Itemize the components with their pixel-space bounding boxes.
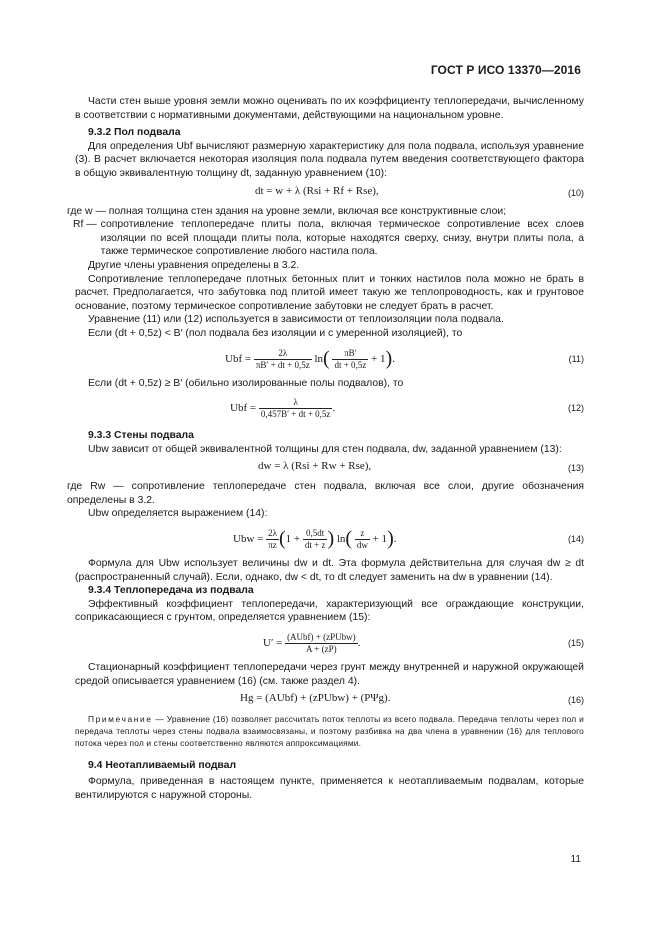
definition-w: где w — полная толщина стен здания на уровне земли, включая все конструктивные слои; <box>67 205 507 217</box>
page-number: 11 <box>570 854 581 865</box>
paragraph: Сопротивление теплопередаче плотных бетонных плит и тонких настилов пола можно не брать в расчет. Предполагается, что забутовка под плитой имеет такую же теплопроводность, как и грунтовое основание, поэтому термическое сопротивление забутовки не следует брать в расчет. <box>75 273 584 312</box>
paragraph: Эффективный коэффициент теплопередачи, характеризующий все ограждающие конструкции, соприкасающиеся с грунтом, определяется уравнением (15): <box>75 598 584 624</box>
document-header: ГОСТ Р ИСО 13370—2016 <box>430 63 581 77</box>
section-heading-9-4: 9.4 Неотапливаемый подвал <box>88 759 237 771</box>
equation-12: Ubf = $\frac{\lambda}{0,457B' + dt + 0,5z}$ . (12) <box>230 397 584 420</box>
paragraph: Части стен выше уровня земли можно оценивать по их коэффициенту теплопередачи, вычисленному в соответствии с нормативными документами, действующими на национальном уровне. <box>75 96 584 121</box>
paragraph: Формула для Ubw использует величины dw и dt. Эта формула действительна для случая dw ≥ dt (распространенный случай). Если, однако, dw < dt, то dt следует заменить на dw в уравнении (14). <box>75 558 584 583</box>
document-body <box>67 95 584 802</box>
paragraph: Если (dt + 0,5z) < B′ (пол подвала без изоляции и с умеренной изоляцией), то <box>88 327 463 339</box>
paragraph: Формула, приведенная в настоящем пункте, применяется к неотапливаемым подвалам, которые вентилируются с наружной стороны. <box>75 776 584 801</box>
paragraph: Для определения Ubf вычисляют размерную характеристику для пола подвала, используя уравнение (3). В расчет включается некоторая изоляция пола подвала путем введения соответствующего фактора в общую эквивалентную толщину dt, заданную уравнением (10): <box>75 140 584 179</box>
paragraph: Уравнение (11) или (12) используется в зависимости от теплоизоляции пола подвала. <box>88 314 504 326</box>
equation-14: Ubw = $\frac{2\lambda}{\pi z}$ (1 + $\frac{0,5dt}{dt + z}$ ) ln( $\frac{z}{dw}$ + 1). (14) <box>233 527 584 551</box>
equation-15: U′ = $\frac{\text{(AUbf) + (zPUbw)}}{A + (zP)}$ . (15) <box>263 632 584 655</box>
section-heading-9-3-2: 9.3.2 Пол подвала <box>88 127 181 139</box>
paragraph: Если (dt + 0,5z) ≥ B′ (обильно изолированные полы подвалов), то <box>88 377 404 389</box>
paragraph: Другие члены уравнения определены в 3.2. <box>88 259 300 271</box>
section-heading-9-3-4: 9.3.4 Теплопередача из подвала <box>88 585 254 597</box>
paragraph: Стационарный коэффициент теплопередачи через грунт между внутренней и наружной окружающей средой описывается уравнением (16) (см. также раздел 4). <box>75 662 584 687</box>
note: Примечание — Уравнение (16) позволяет рассчитать поток теплоты из всего подвала. Передача теплоты через пол и передача теплоты через стены подвала взаимосвязаны, и поэтому разбивка на два члена в уравнении (16) для теплового потока через пол и стены соответственно являются аппроксимациями. <box>75 714 584 748</box>
paragraph: Ubw зависит от общей эквивалентной толщины для стен подвала, dw, заданной уравнением (13): <box>88 443 562 455</box>
definition-rf: Rf — сопротивление теплопередаче плиты пола, включая термическое сопротивление всех слоев изоляции по всей площади плиты пола, которые находятся сверху, снизу, внутри плиты пола, а также термическое сопротивление любого настила пола. <box>73 219 584 258</box>
equation-11: Ubf = $\frac{2\lambda}{\pi B' + dt + 0,5z}$ ln( $\frac{\pi B'}{dt + 0,5z}$ + 1). (11) <box>225 347 584 370</box>
equation-16: Hg = (AUbf) + (zPUbw) + (PΨg). (16) <box>240 692 584 706</box>
section-heading-9-3-3: 9.3.3 Стены подвала <box>88 430 194 442</box>
paragraph: Ubw определяется выражением (14): <box>88 508 268 520</box>
equation-10: dt = w + λ (Rsi + Rf + Rse), (10) <box>255 184 584 198</box>
definition-rw: где Rw — сопротивление теплопередаче стен подвала, включая все слои, другие обозначения определены в 3.2. <box>67 481 584 506</box>
equation-13: dw = λ (Rsi + Rw + Rse), (13) <box>258 460 584 474</box>
